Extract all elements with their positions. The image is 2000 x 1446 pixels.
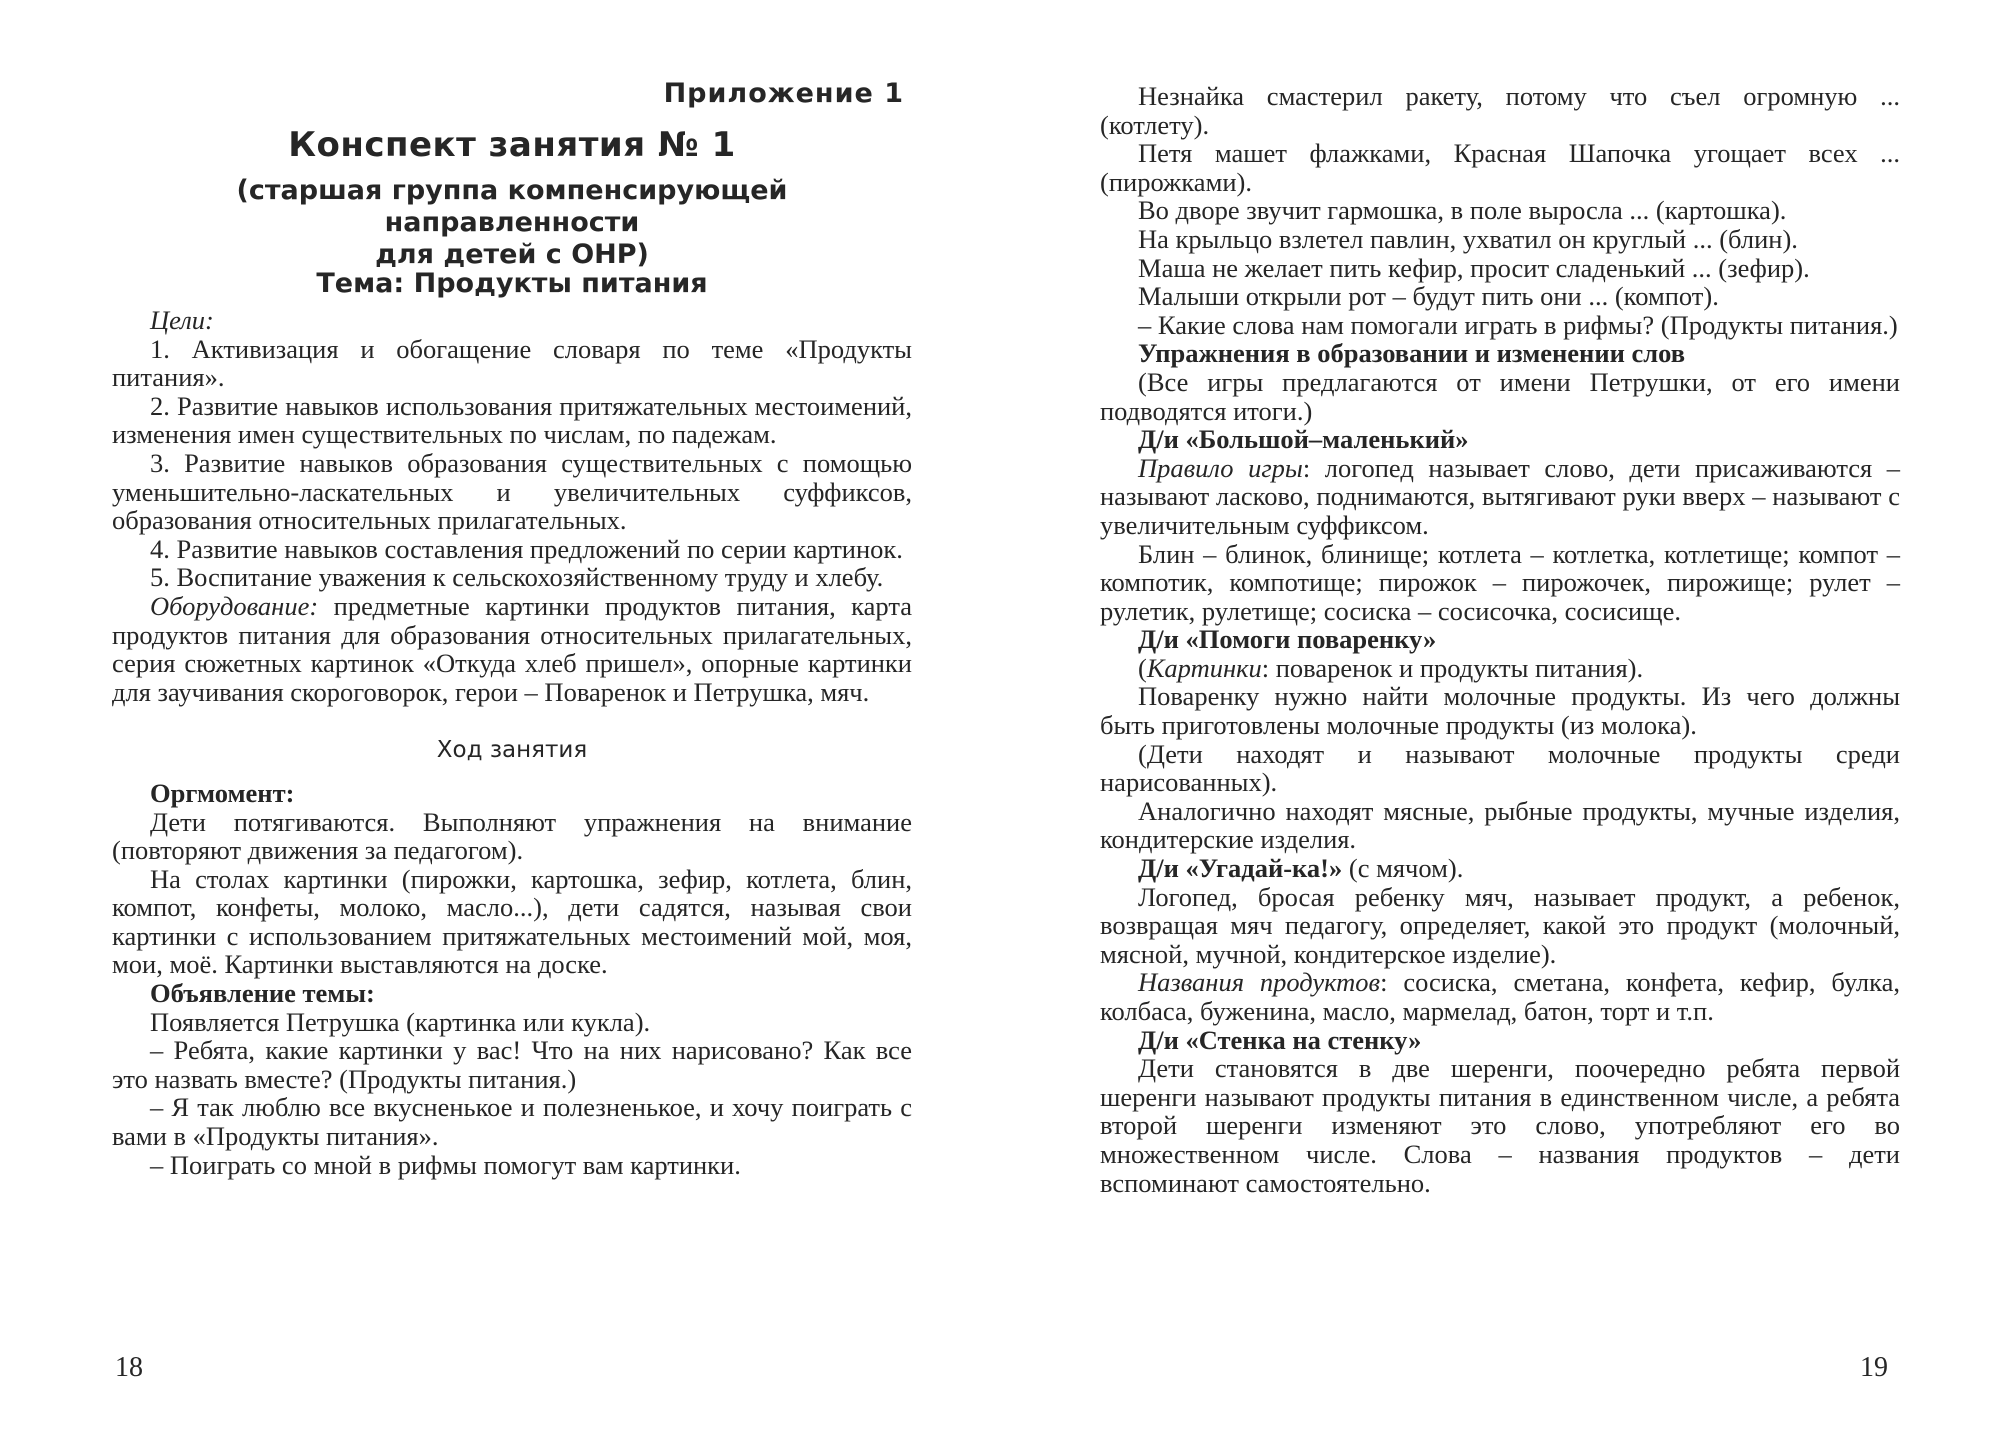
exercises-heading: Упражнения в образовании и изменении слов xyxy=(1138,338,1686,369)
game-title: Д/и «Угадай-ка!» xyxy=(1138,853,1343,884)
goal-item: 2. Развитие навыков использования притяжательных местоимений, изменения имен существительных по числам, по падежам. xyxy=(112,390,912,450)
progress-heading: Ход занятия xyxy=(436,737,588,764)
left-column-text xyxy=(112,306,912,1179)
game-title: Д/и «Помоги поваренку» xyxy=(1138,624,1437,655)
lesson-title: Конспект занятия № 1 xyxy=(288,125,736,165)
game-paragraph: Дети становятся в две шеренги, поочередно ребята первой шеренги называют продукты питания в единственном числе, а ребята второй шеренги изменяют это слово, употребляют его во множественном числе. Слова – названия продуктов – дети вспоминают самостоятельно. xyxy=(1100,1053,1900,1198)
lesson-topic: Тема: Продукты питания xyxy=(316,268,708,299)
game-title: Д/и «Стенка на стенку» xyxy=(1138,1024,1422,1055)
goal-item: 5. Воспитание уважения к сельскохозяйственному труду и хлебу. xyxy=(150,562,884,593)
goals-label: Цели: xyxy=(150,305,214,335)
topic-announce-heading: Объявление темы: xyxy=(150,978,375,1009)
rhyme-line: На крыльцо взлетел павлин, ухватил он круглый ... (блин). xyxy=(1138,223,1798,254)
announce-paragraph: – Я так люблю все вкусненькое и полезненькое, и хочу поиграть с вами в «Продукты питания». xyxy=(112,1092,912,1152)
page-number-left: 18 xyxy=(115,1352,143,1383)
exercises-note: (Все игры предлагаются от имени Петрушки, от его имени подводятся итоги.) xyxy=(1100,366,1900,426)
game-words: Блин – блинок, блинище; котлета – котлетка, котлетище; компот – компотик, компотище; пирожок – пирожочек, пирожище; рулет – рулетик, рулетище; сосиска – сосисочка, сосисище. xyxy=(1100,538,1900,626)
game-paragraph: Поваренку нужно найти молочные продукты. Из чего должны быть приготовлены молочные продукты (из молока). xyxy=(1100,681,1900,741)
game-title: Д/и «Большой–маленький» xyxy=(1138,424,1469,455)
goal-item: 3. Развитие навыков образования существительных с помощью уменьшительно-ласкательных и увеличительных суффиксов, образования относительных прилагательных. xyxy=(112,447,912,536)
announce-paragraph: – Поиграть со мной в рифмы помогут вам картинки. xyxy=(150,1149,741,1180)
rhyme-line: Во дворе звучит гармошка, в поле выросла ... (картошка). xyxy=(1138,195,1787,226)
announce-paragraph: Появляется Петрушка (картинка или кукла). xyxy=(150,1006,651,1037)
orgmoment-heading: Оргмомент: xyxy=(150,777,295,808)
goal-item: 1. Активизация и обогащение словаря по теме «Продукты питания». xyxy=(112,333,912,393)
game-rule-text: : логопед называет слово, дети присаживаются – называют ласково, поднимаются, вытягивают руки вверх – называют с увеличительным суффиксом. xyxy=(1100,452,1900,540)
equipment-paragraph xyxy=(112,592,912,706)
equipment-label: Оборудование: xyxy=(150,590,319,621)
game-pictures-label: Картинки xyxy=(1146,652,1262,683)
rhyme-line: – Какие слова нам помогали играть в рифмы? (Продукты питания.) xyxy=(1138,309,1898,340)
rhyme-line: Петя машет флажками, Красная Шапочка угощает всех ... (пирожками). xyxy=(1100,138,1900,197)
game-title-suffix: (с мячом). xyxy=(1342,853,1464,884)
orgmoment-paragraph: На столах картинки (пирожки, картошка, зефир, котлета, блин, компот, конфеты, молоко, масло...), дети садятся, называя свои картинки с использованием притяжательных местоимений мой, моя, мои, моё. Картинки выставляются на доске. xyxy=(112,863,912,980)
rhyme-line: Малыши открыли рот – будут пить они ... (компот). xyxy=(1138,281,1719,312)
rhyme-line: Незнайка смастерил ракету, потому что съел огромную ... (котлету). xyxy=(1100,81,1900,140)
appendix-label: Приложение 1 xyxy=(663,78,904,109)
game-paragraph: (Дети находят и называют молочные продукты среди нарисованных). xyxy=(1100,738,1900,798)
game-rule xyxy=(1100,454,1900,540)
right-page xyxy=(1000,0,2000,1446)
lesson-subtitle xyxy=(112,175,912,271)
game-pictures-text: : поваренок и продукты питания). xyxy=(1261,652,1644,683)
game-names-text: : сосиска, сметана, конфета, кефир, булка, колбаса, буженина, масло, мармелад, батон, торт и т.п. xyxy=(1100,967,1900,1026)
subtitle-line-2: для детей с ОНР) xyxy=(375,239,649,270)
open-paren: ( xyxy=(1138,652,1147,683)
announce-paragraph: – Ребята, какие картинки у вас! Что на них нарисовано? Как все это назвать вместе? (Продукты питания.) xyxy=(112,1035,912,1094)
right-column-text xyxy=(1100,82,1900,1197)
game-names xyxy=(1100,968,1900,1025)
game-rule-label: Правило игры xyxy=(1138,452,1303,483)
game-paragraph: Логопед, бросая ребенку мяч, называет продукт, а ребенок, возвращая мяч педагогу, определяет, какой это продукт (молочный, мясной, мучной, кондитерское изделие). xyxy=(1100,881,1900,969)
game-paragraph: Аналогично находят мясные, рыбные продукты, мучные изделия, кондитерские изделия. xyxy=(1100,795,1900,855)
orgmoment-paragraph: Дети потягиваются. Выполняют упражнения на внимание (повторяют движения за педагогом). xyxy=(112,806,912,866)
game-title-line xyxy=(1100,854,1900,883)
equipment-text: предметные картинки продуктов питания, карта продуктов питания для образования относительных прилагательных, серия сюжетных картинок «Откуда хлеб пришел», опорные картинки для заучивания скороговорок, герои – Поваренок и Петрушка, мяч. xyxy=(112,590,912,707)
game-names-label: Названия продуктов xyxy=(1138,967,1381,998)
game-pictures xyxy=(1100,654,1900,683)
page-number-right: 19 xyxy=(1860,1352,1888,1383)
goal-item: 4. Развитие навыков составления предложений по серии картинок. xyxy=(150,533,903,564)
rhyme-line: Маша не желает пить кефир, просит сладенький ... (зефир). xyxy=(1138,252,1810,283)
subtitle-line-1: (старшая группа компенсирующей направленности xyxy=(236,175,788,238)
